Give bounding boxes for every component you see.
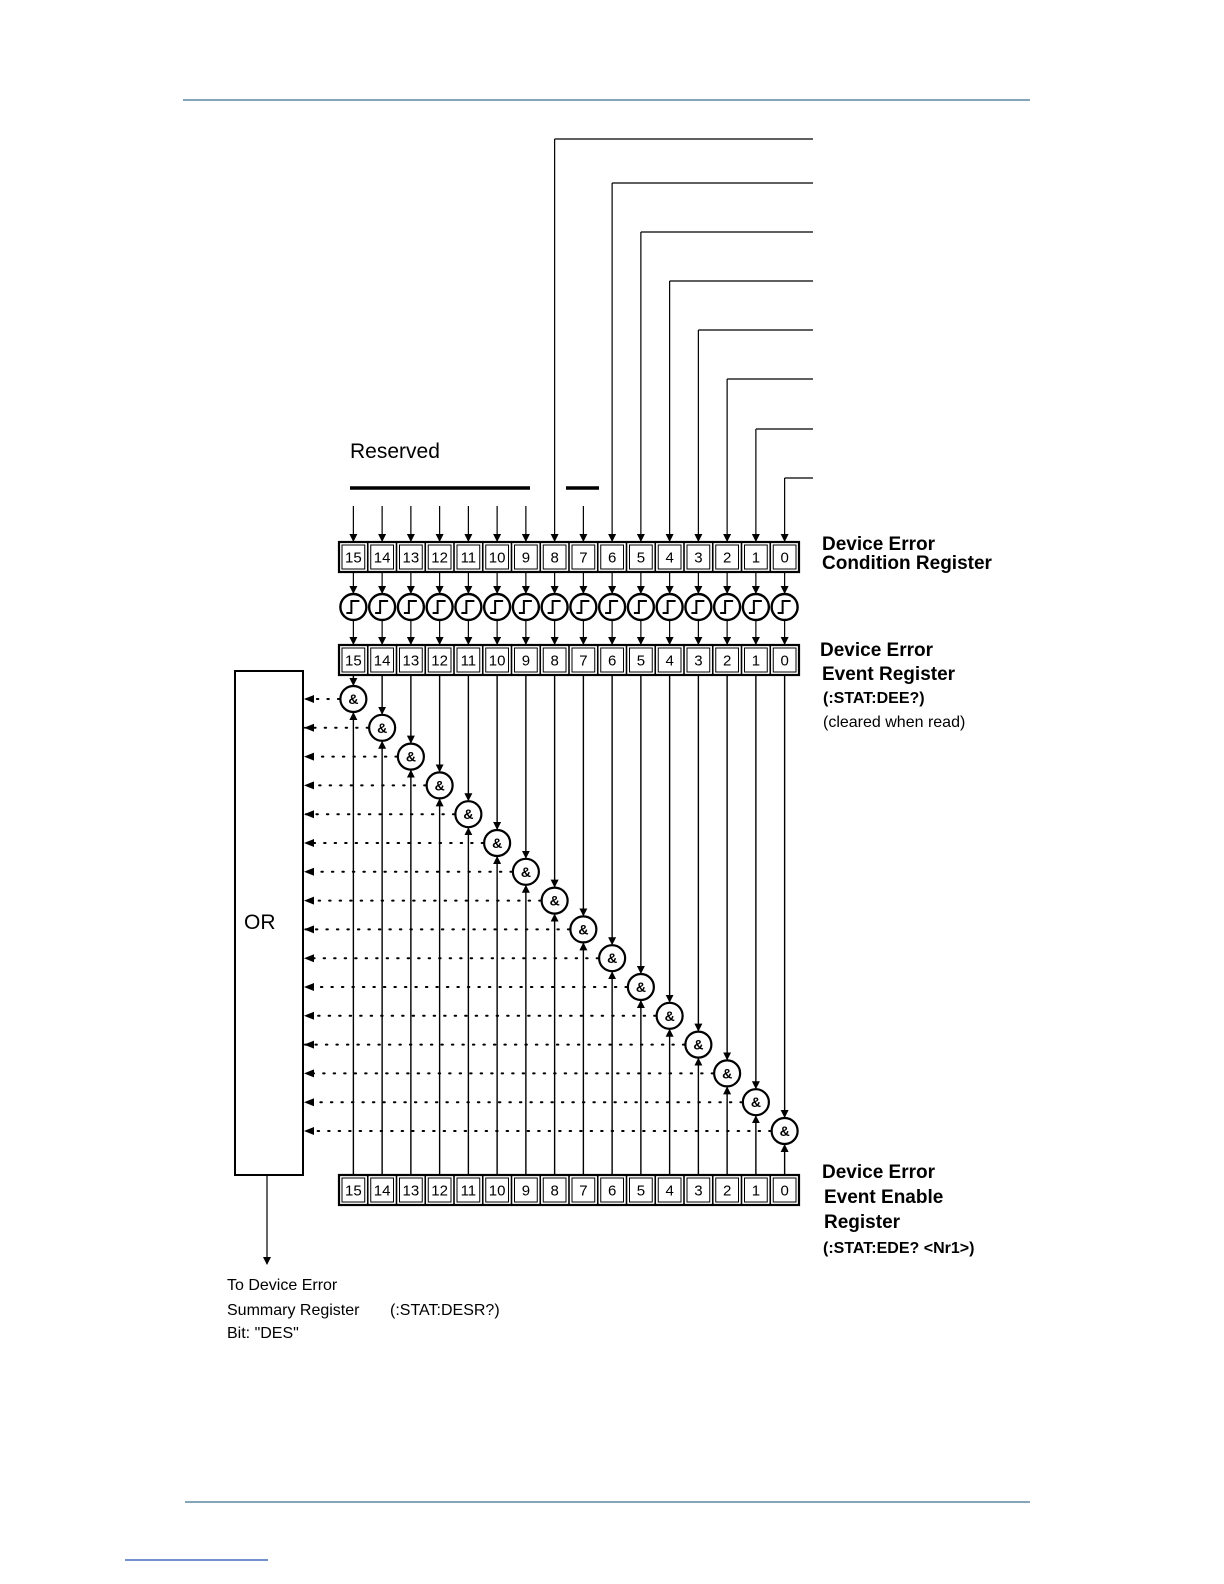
edge-detector-bit-5 <box>628 594 654 620</box>
condition-register-bit-9: 9 <box>521 549 531 567</box>
and-symbol: & <box>635 979 646 995</box>
enable-register-label-line3: Register <box>824 1212 901 1233</box>
condition-register-bit-3: 3 <box>694 549 703 567</box>
condition-register-bit-1: 1 <box>751 549 761 567</box>
condition-register-bit-11: 11 <box>460 549 477 567</box>
edge-detector-bit-8 <box>542 594 568 620</box>
and-symbol: & <box>693 1036 704 1053</box>
event-register-bit-9: 9 <box>521 652 531 670</box>
diagram-elements <box>305 139 813 1205</box>
edge-detector-bit-4 <box>657 594 683 620</box>
edge-detector-bit-9 <box>513 594 539 620</box>
and-symbol: & <box>750 1094 761 1111</box>
event-register-bit-14: 14 <box>373 652 391 670</box>
condition-register-bit-13: 13 <box>402 549 420 567</box>
condition-register-bit-5: 5 <box>636 549 646 567</box>
enable-register-bit-0: 0 <box>780 1182 789 1200</box>
enable-register-bit-6: 6 <box>607 1182 617 1200</box>
event-register-query: (:STAT:DEE?) <box>823 690 925 707</box>
event-register-bit-10: 10 <box>488 652 506 670</box>
condition-register-label-line1: Device Error <box>822 534 936 555</box>
and-symbol: & <box>405 748 416 765</box>
enable-register-label-line2: Event Enable <box>824 1187 944 1208</box>
enable-register-query: (:STAT:EDE? <Nr1>) <box>823 1240 975 1257</box>
reserved-label: Reserved <box>350 440 440 463</box>
enable-register-bit-1: 1 <box>751 1182 761 1200</box>
edge-detector-bit-0 <box>772 594 798 620</box>
and-symbol: & <box>607 950 618 967</box>
event-register-bit-5: 5 <box>636 652 646 670</box>
enable-register-bit-10: 10 <box>488 1182 506 1200</box>
event-register-bit-0: 0 <box>780 652 789 670</box>
enable-register-bit-14: 14 <box>373 1182 391 1200</box>
and-symbol: & <box>779 1123 790 1139</box>
event-register-bit-4: 4 <box>665 652 674 670</box>
and-symbol: & <box>520 863 531 880</box>
condition-register-label-line2: Condition Register <box>822 553 992 574</box>
event-register-bit-8: 8 <box>550 652 559 670</box>
edge-detector-bit-14 <box>369 594 395 620</box>
enable-register-bit-7: 7 <box>579 1182 588 1200</box>
summary-line3: Bit: "DES" <box>227 1325 299 1342</box>
edge-detector-bit-15 <box>340 594 366 620</box>
condition-register-bit-8: 8 <box>550 549 559 567</box>
event-register-bit-15: 15 <box>345 652 362 670</box>
enable-register-bit-8: 8 <box>550 1182 559 1200</box>
summary-line1: To Device Error <box>227 1277 338 1294</box>
event-register-bit-7: 7 <box>579 652 588 670</box>
and-symbol: & <box>492 835 503 851</box>
enable-register-bit-5: 5 <box>636 1182 646 1200</box>
and-symbol: & <box>434 777 445 794</box>
condition-register-bit-10: 10 <box>488 549 506 567</box>
enable-register-bit-11: 11 <box>460 1182 477 1200</box>
edge-detector-bit-2 <box>714 594 740 620</box>
event-register-bit-3: 3 <box>694 652 703 670</box>
summary-query: (:STAT:DESR?) <box>390 1302 500 1319</box>
enable-register-bit-3: 3 <box>694 1182 703 1200</box>
summary-line2: Summary Register <box>227 1302 360 1319</box>
edge-detector-bit-6 <box>599 594 625 620</box>
condition-register-bit-4: 4 <box>665 549 674 567</box>
event-register-label-line2: Event Register <box>822 664 956 685</box>
event-register-note: (cleared when read) <box>823 714 966 731</box>
enable-register-bit-4: 4 <box>665 1182 674 1200</box>
or-gate-label: OR <box>244 911 276 934</box>
and-symbol: & <box>722 1065 733 1082</box>
edge-detector-bit-10 <box>484 594 510 620</box>
enable-register-label-line1: Device Error <box>822 1162 936 1183</box>
event-register-bit-6: 6 <box>607 652 617 670</box>
condition-register-bit-14: 14 <box>373 549 391 567</box>
event-register-bit-2: 2 <box>722 652 732 670</box>
and-symbol: & <box>578 921 589 938</box>
condition-register-bit-6: 6 <box>607 549 617 567</box>
condition-register-bit-2: 2 <box>722 549 732 567</box>
event-register-label-line1: Device Error <box>820 640 934 661</box>
enable-register-bit-2: 2 <box>722 1182 732 1200</box>
and-symbol: & <box>664 1007 675 1024</box>
and-symbol: & <box>463 806 474 823</box>
edge-detector-bit-7 <box>570 594 596 620</box>
condition-register-bit-15: 15 <box>345 549 362 567</box>
event-register-bit-1: 1 <box>751 652 761 670</box>
and-symbol: & <box>377 719 388 736</box>
event-register-bit-11: 11 <box>460 652 477 670</box>
enable-register-bit-12: 12 <box>431 1182 448 1200</box>
edge-detector-bit-11 <box>455 594 481 620</box>
enable-register-bit-15: 15 <box>345 1182 362 1200</box>
edge-detector-bit-13 <box>398 594 424 620</box>
enable-register-bit-9: 9 <box>521 1182 531 1200</box>
event-register-bit-12: 12 <box>431 652 448 670</box>
edge-detector-bit-1 <box>743 594 769 620</box>
edge-detector-bit-12 <box>427 594 453 620</box>
condition-register-bit-12: 12 <box>431 549 448 567</box>
condition-register-bit-7: 7 <box>579 549 588 567</box>
event-register-bit-13: 13 <box>402 652 420 670</box>
condition-register-bit-0: 0 <box>780 549 789 567</box>
and-symbol: & <box>549 892 560 909</box>
and-symbol: & <box>348 691 359 707</box>
edge-detector-bit-3 <box>685 594 711 620</box>
enable-register-bit-13: 13 <box>402 1182 420 1200</box>
